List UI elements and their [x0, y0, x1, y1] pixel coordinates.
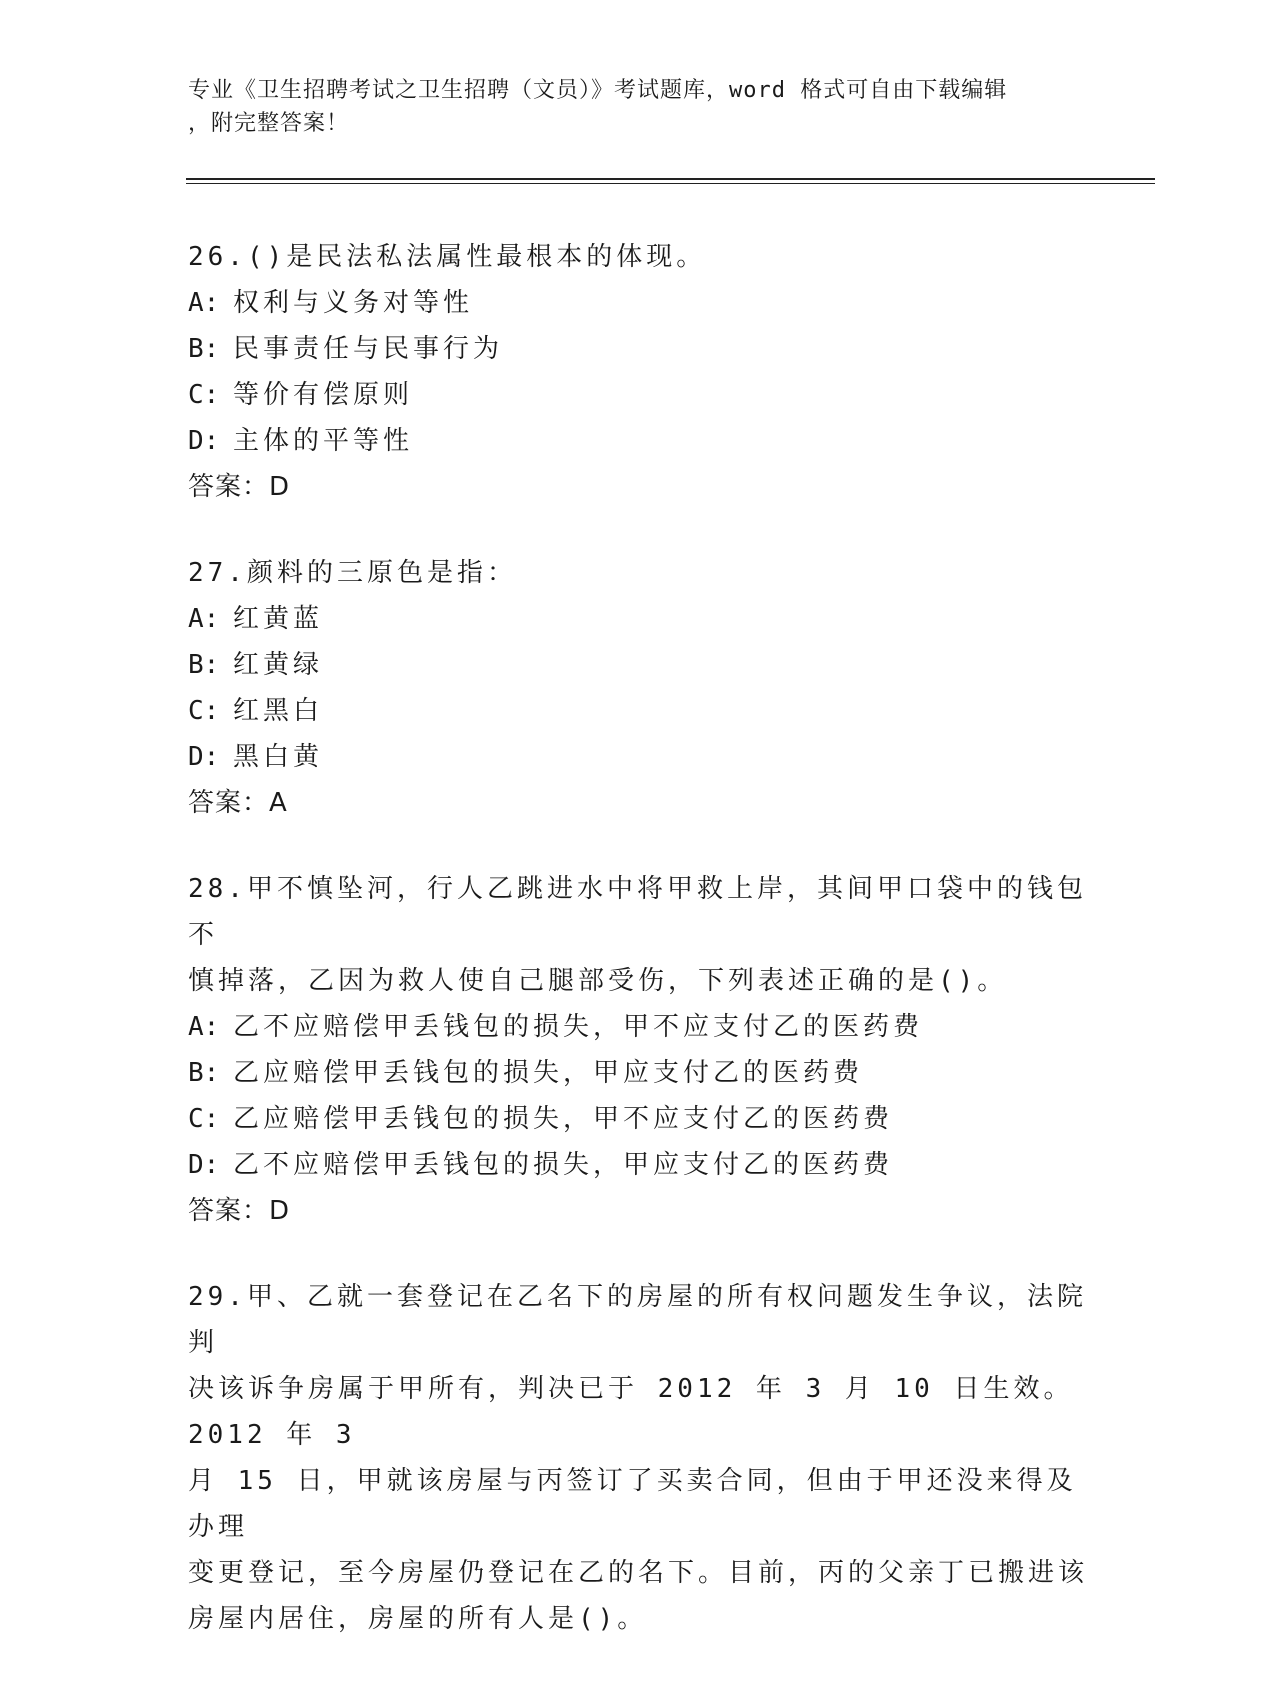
option-d — [188, 418, 1088, 464]
answer-label: 答案：D — [188, 472, 291, 502]
option-text: 黑白黄 — [233, 742, 324, 772]
option-text: 乙不应赔偿甲丢钱包的损失，甲应支付乙的医药费 — [233, 1150, 894, 1180]
option-key: C: — [188, 696, 220, 726]
option-c — [188, 688, 1088, 734]
option-c — [188, 1096, 1088, 1142]
option-d — [188, 1142, 1088, 1188]
option-key: B: — [188, 650, 220, 680]
option-b — [188, 326, 1088, 372]
question-28 — [188, 866, 1088, 1234]
option-text: 乙应赔偿甲丢钱包的损失，甲应支付乙的医药费 — [233, 1058, 864, 1088]
header-divider-thick — [186, 178, 1155, 180]
answer-label: 答案：D — [188, 1196, 291, 1226]
header-line-1: 专业《卫生招聘考试之卫生招聘（文员）》考试题库，word 格式可自由下载编辑 — [188, 78, 1008, 103]
question-text-line: 变更登记，至今房屋仍登记在乙的名下。目前，丙的父亲丁已搬进该 — [188, 1558, 1089, 1588]
option-key: C: — [188, 1104, 220, 1134]
option-key: B: — [188, 1058, 220, 1088]
question-text-line: 28.甲不慎坠河，行人乙跳进水中将甲救上岸，其间甲口袋中的钱包不 — [188, 874, 1087, 950]
option-a — [188, 280, 1088, 326]
option-text: 红黑白 — [233, 696, 324, 726]
document-header — [188, 74, 1068, 140]
option-text: 乙不应赔偿甲丢钱包的损失，甲不应支付乙的医药费 — [233, 1012, 924, 1042]
option-key: B: — [188, 334, 220, 364]
question-text-line: 房屋内居住，房屋的所有人是()。 — [188, 1604, 648, 1634]
option-text: 民事责任与民事行为 — [233, 334, 504, 364]
option-key: C: — [188, 380, 220, 410]
answer-label: 答案：A — [188, 788, 288, 818]
option-key: D: — [188, 1150, 220, 1180]
option-d — [188, 734, 1088, 780]
question-27 — [188, 550, 1088, 826]
option-b — [188, 642, 1088, 688]
option-text: 乙应赔偿甲丢钱包的损失，甲不应支付乙的医药费 — [233, 1104, 894, 1134]
question-text-line: 决该诉争房属于甲所有，判决已于 2012 年 3 月 10 日生效。2012 年 3 — [188, 1374, 1074, 1450]
option-key: A: — [188, 604, 220, 634]
option-key: A: — [188, 1012, 220, 1042]
option-text: 等价有偿原则 — [233, 380, 414, 410]
question-text: 26.()是民法私法属性最根本的体现。 — [188, 242, 707, 272]
option-c — [188, 372, 1088, 418]
option-key: D: — [188, 742, 220, 772]
question-text-line: 29.甲、乙就一套登记在乙名下的房屋的所有权问题发生争议，法院判 — [188, 1282, 1087, 1358]
option-text: 红黄绿 — [233, 650, 324, 680]
question-text-line: 慎掉落，乙因为救人使自己腿部受伤，下列表述正确的是()。 — [188, 966, 1008, 996]
question-26 — [188, 234, 1088, 510]
option-key: A: — [188, 288, 220, 318]
option-text: 权利与义务对等性 — [233, 288, 474, 318]
question-text: 27.颜料的三原色是指： — [188, 558, 517, 588]
option-text: 红黄蓝 — [233, 604, 324, 634]
header-divider-thin — [186, 183, 1155, 184]
question-text-line: 月 15 日，甲就该房屋与丙签订了买卖合同，但由于甲还没来得及办理 — [188, 1466, 1077, 1542]
option-a — [188, 596, 1088, 642]
question-list — [188, 234, 1088, 1682]
question-29 — [188, 1274, 1088, 1642]
option-b — [188, 1050, 1088, 1096]
option-a — [188, 1004, 1088, 1050]
option-key: D: — [188, 426, 220, 456]
option-text: 主体的平等性 — [233, 426, 414, 456]
header-line-2: ，附完整答案！ — [188, 111, 350, 136]
